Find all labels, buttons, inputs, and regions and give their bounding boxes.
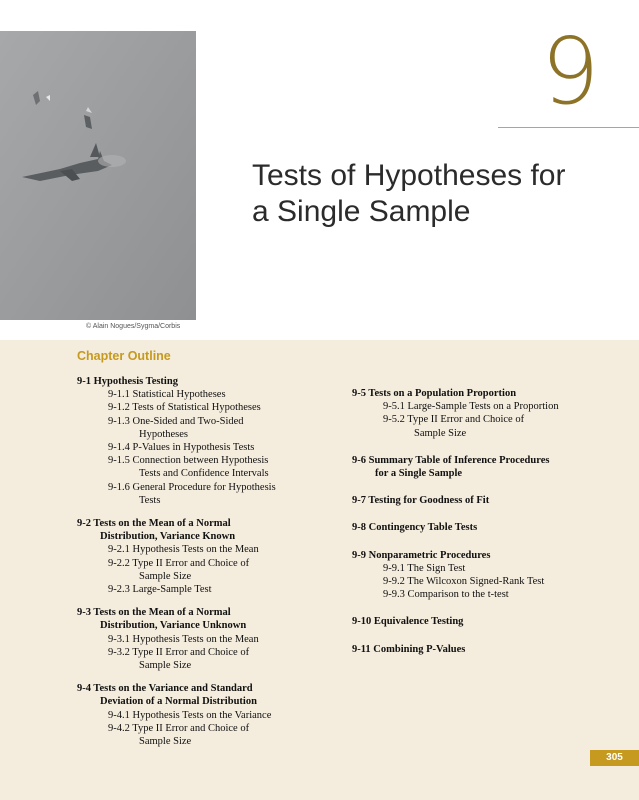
outline-section-9-5: 9-5 Tests on a Population Proportion [352,388,517,399]
outline-section-9-11: 9-11 Combining P-Values [352,643,466,655]
outline-subsection: 9-4.2 Type II Error and Choice of Sample Size [108,722,250,748]
outline-subsection: 9-3.2 Type II Error and Choice of Sample Size [108,646,250,672]
outline-subsection: 9-2.3 Large-Sample Test [108,584,212,596]
chapter-title-line-2: a Single Sample [252,195,471,228]
outline-subsection: 9-5.1 Large-Sample Tests on a Proportion [383,401,559,413]
outline-section-9-8: 9-8 Contingency Table Tests [352,522,478,534]
outline-subsection: 9-4.1 Hypothesis Tests on the Variance [108,709,272,721]
chapter-number: 9 [541,18,600,125]
chapter-title [252,158,632,230]
chapter-number-rule [498,127,639,128]
outline-subsection: 9-1.3 One-Sided and Two-Sided Hypotheses [108,415,244,440]
outline-subsection: 9-1.2 Tests of Statistical Hypotheses [108,402,261,414]
outline-subsection: 9-1.5 Connection between Hypothesis Tests and Confidence Intervals [108,455,269,480]
outline-column-right [352,387,632,656]
outline-subsection: 9-1.4 P-Values in Hypothesis Tests [108,442,255,454]
outline-subsection: 9-2.1 Hypothesis Tests on the Mean [108,544,259,556]
outline-subsection: 9-9.2 The Wilcoxon Signed-Rank Test [383,576,545,588]
outline-section-9-3: 9-3 Tests on the Mean of a Normal Distribution, Variance Unknown [77,607,247,632]
chapter-title-line-1: Tests of Hypotheses for [252,159,566,192]
chapter-outline-heading: Chapter Outline [77,349,171,363]
outline-subsection: 9-9.3 Comparison to the t-test [383,589,509,601]
page-number: 305 [590,750,639,766]
outline-column-left [77,375,327,748]
outline-subsection: 9-1.1 Statistical Hypotheses [108,389,226,401]
outline-subsection: 9-1.6 General Procedure for Hypothesis Tests [108,481,276,506]
outline-subsection: 9-3.1 Hypothesis Tests on the Mean [108,633,259,645]
outline-section-9-2: 9-2 Tests on the Mean of a Normal Distribution, Variance Known [77,518,236,543]
outline-section-9-4: 9-4 Tests on the Variance and Standard Deviation of a Normal Distribution [77,683,257,708]
outline-section-9-10: 9-10 Equivalence Testing [352,616,464,628]
outline-subsection: 9-9.1 The Sign Test [383,562,466,574]
chapter-photo-jet [0,31,196,320]
photo-credit: © Alain Nogues/Sygma/Corbis [86,323,181,330]
outline-section-9-9: 9-9 Nonparametric Procedures [352,549,491,561]
outline-subsection: 9-5.2 Type II Error and Choice of Sample Size [383,414,525,439]
outline-subsection: 9-2.2 Type II Error and Choice of Sample Size [108,557,250,582]
outline-section-9-7: 9-7 Testing for Goodness of Fit [352,495,490,507]
outline-section-9-1: 9-1 Hypothesis Testing [77,376,178,387]
outline-section-9-6: 9-6 Summary Table of Inference Procedures for a Single Sample [352,454,550,480]
